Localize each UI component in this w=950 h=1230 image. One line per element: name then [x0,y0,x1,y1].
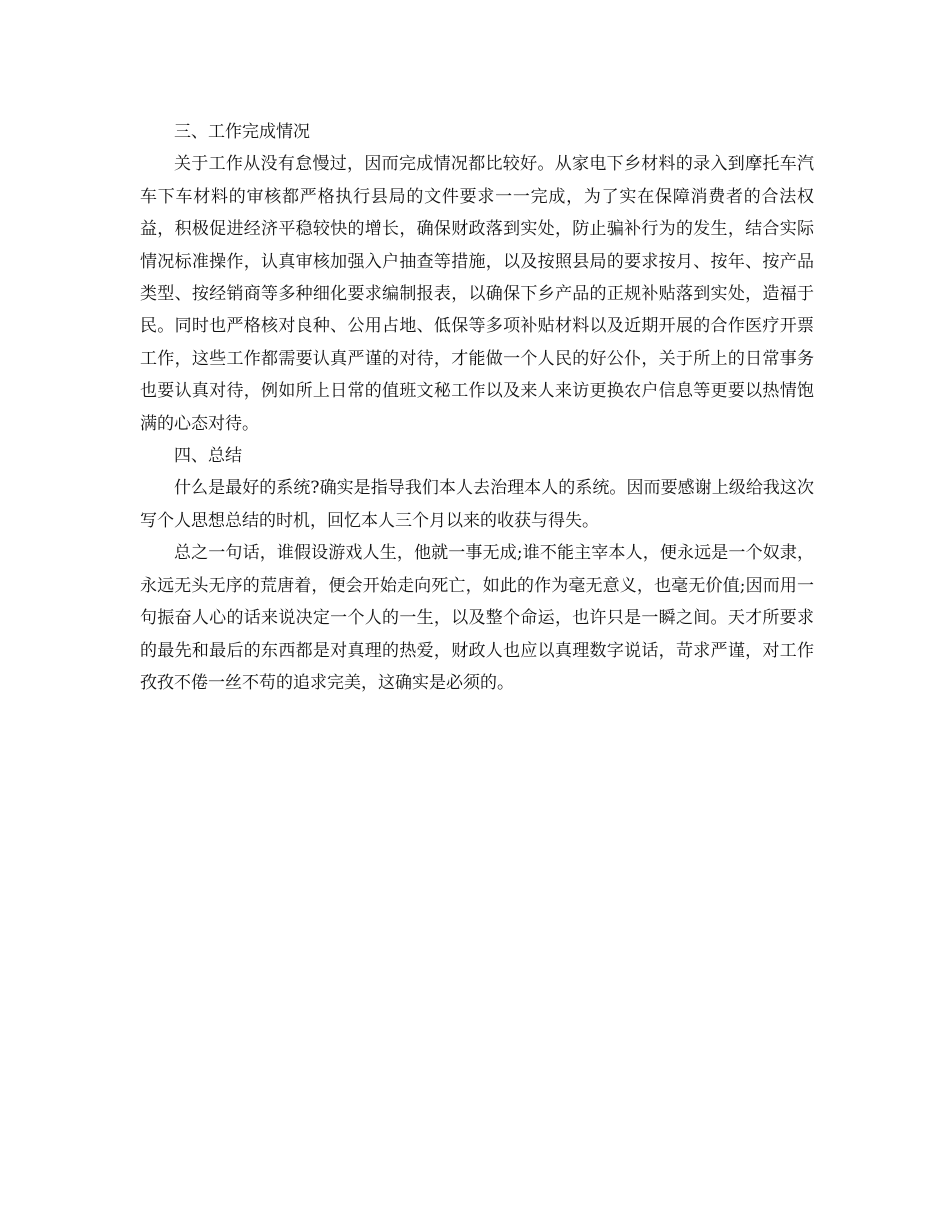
document-body [140,116,814,699]
paragraph-work-completion: 关于工作从没有怠慢过，因而完成情况都比较好。从家电下乡材料的录入到摩托车汽车下车材料的审核都严格执行县局的文件要求一一完成，为了实在保障消费者的合法权益，积极促进经济平稳较快的增长，确保财政落到实处，防止骗补行为的发生，结合实际情况标准操作，认真审核加强入户抽查等措施，以及按照县局的要求按月、按年、按产品类型、按经销商等多种细化要求编制报表，以确保下乡产品的正规补贴落到实处，造福于民。同时也严格核对良种、公用占地、低保等多项补贴材料以及近期开展的合作医疗开票工作，这些工作都需要认真严谨的对待，才能做一个人民的好公仆，关于所上的日常事务也要认真对待，例如所上日常的值班文秘工作以及来人来访更换农户信息等更要以热情饱满的心态对待。 [140,154,814,434]
paragraph-summary-conclusion: 总之一句话，谁假设游戏人生，他就一事无成;谁不能主宰本人，便永远是一个奴隶，永远无头无序的荒唐着，便会开始走向死亡，如此的作为毫无意义，也毫无价值;因而用一句振奋人心的话来说决定一个人的一生，以及整个命运，也许只是一瞬之间。天才所要求的最先和最后的东西都是对真理的热爱，财政人也应以真理数字说话，苛求严谨，对工作孜孜不倦一丝不苟的追求完美，这确实是必须的。 [140,543,814,693]
section-heading-summary: 四、总结 [174,446,242,467]
paragraph-summary-system: 什么是最好的系统?确实是指导我们本人去治理本人的系统。因而要感谢上级给我这次写个人思想总结的时机，回忆本人三个月以来的收获与得失。 [140,478,814,531]
section-heading-work-completion: 三、工作完成情况 [174,122,310,142]
